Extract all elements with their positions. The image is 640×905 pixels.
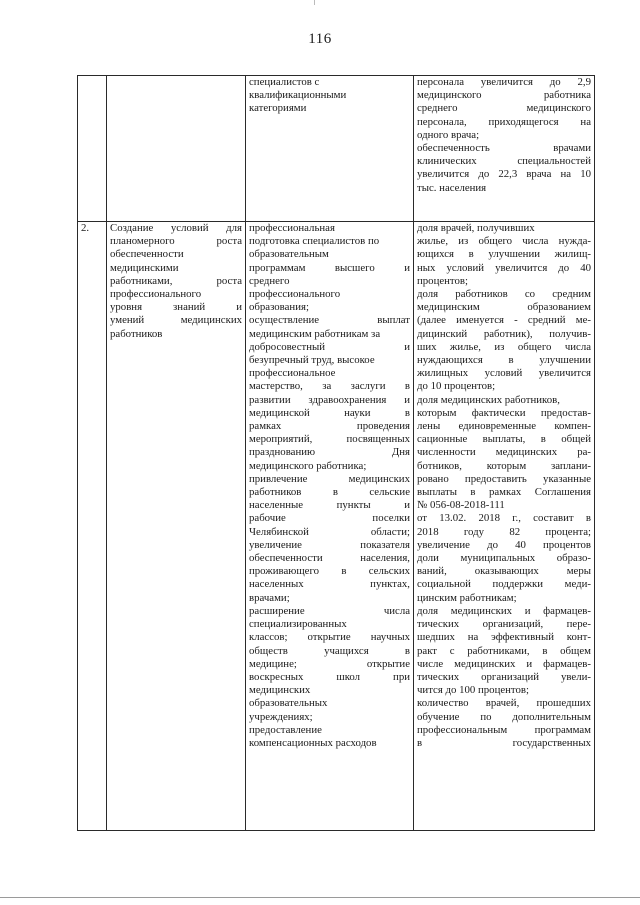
text-line: квалификационными <box>249 89 347 102</box>
page-bottom-edge <box>0 897 640 898</box>
text-line: лены единовременные компен- <box>417 420 591 433</box>
text-line: медицине; открытие <box>249 657 410 670</box>
text-line: работниками, роста <box>110 274 242 287</box>
text-line: которым фактически предостав- <box>417 406 591 419</box>
text-line: доли муниципальных образо- <box>417 552 591 565</box>
text-line: дицинский работник), получив- <box>417 327 591 340</box>
text-line: числе медицинских и фармацев- <box>417 657 591 670</box>
text-line: безупречный труд, высокое <box>249 354 375 367</box>
indicators-cell <box>414 222 595 831</box>
text-line: привлечение медицинских <box>249 472 410 485</box>
text-line: медицинских <box>249 684 311 697</box>
task-cell <box>107 76 246 222</box>
text-line: среднего медицинского <box>417 102 591 115</box>
text-line: персонала увеличится до 2,9 <box>417 76 591 88</box>
text-line: медицинского работника; <box>249 459 367 472</box>
text-line: образовательным <box>249 248 329 261</box>
text-line: профессиональная <box>249 222 335 234</box>
text-line: населенные пункты и <box>249 499 410 512</box>
text-line: доля врачей, получивших <box>417 222 535 234</box>
text-line: шедших на эффективный конт- <box>417 631 591 644</box>
text-line: медицинским работникам за <box>249 327 381 340</box>
text-line: предоставление <box>249 723 322 736</box>
text-line: профессиональное <box>249 367 336 380</box>
text-line: в государственных <box>417 736 591 749</box>
text-line: сационные выплаты, в общей <box>417 433 591 446</box>
task-cell <box>107 222 246 831</box>
text-line: тических организаций увели- <box>417 670 591 683</box>
text-line: доля работников со средним <box>417 288 591 301</box>
text-line: работников в сельские <box>249 486 410 499</box>
row-number-cell: 2. <box>78 222 107 831</box>
text-line: персонала, приходящегося на <box>417 115 591 128</box>
text-line: увеличение до 40 процентов <box>417 538 591 551</box>
text-line: учреждениях; <box>249 710 313 723</box>
text-line: медицинскими <box>110 261 179 274</box>
text-line: празднованию Дня <box>249 446 410 459</box>
text-line: увеличится до 22,3 врача на 10 <box>417 168 591 181</box>
text-line: ших жилье, из общего числа <box>417 340 591 353</box>
text-line: от 13.02. 2018 г., составит в <box>417 512 591 525</box>
text-line: осуществление выплат <box>249 314 410 327</box>
measures-cell <box>246 222 414 831</box>
text-line: тических организаций, пере- <box>417 618 591 631</box>
text-line: ботников, которым заплани- <box>417 459 591 472</box>
text-line: количество врачей, прошедших <box>417 697 591 710</box>
text-line: мероприятий, посвященных <box>249 433 410 446</box>
text-line: жилье, из общего числа нужда- <box>417 235 591 248</box>
text-line: Создание условий для <box>110 222 242 234</box>
text-line: рамках проведения <box>249 420 410 433</box>
text-line: численности медицинских ра- <box>417 446 591 459</box>
text-line: врачами; <box>249 591 290 604</box>
text-line: одного врача; <box>417 128 480 141</box>
text-line: профессиональным программам <box>417 723 591 736</box>
text-line: уровня знаний и <box>110 301 242 314</box>
text-line: Челябинской области; <box>249 525 410 538</box>
text-line: обеспеченности населения, <box>249 552 410 565</box>
text-line: медицинским образованием <box>417 301 591 314</box>
text-line: профессионального <box>249 288 341 301</box>
text-line: категориями <box>249 102 307 115</box>
text-line: программам высшего и <box>249 261 410 274</box>
text-line: жилищных условий увеличится <box>417 367 591 380</box>
text-line: ракт с работниками, в общем <box>417 644 591 657</box>
text-line: цинским работникам; <box>417 591 517 604</box>
text-line: нуждающихся в улучшении <box>417 354 591 367</box>
text-line: доля медицинских и фармацев- <box>417 604 591 617</box>
text-line: выплаты в рамках Соглашения <box>417 486 591 499</box>
text-line: чится до 100 процентов; <box>417 684 529 697</box>
program-table <box>77 75 595 831</box>
table-row <box>78 222 595 831</box>
text-line: обеспеченность врачами <box>417 142 591 155</box>
text-line: клинических специальностей <box>417 155 591 168</box>
text-line: ровано предоставить указанные <box>417 472 591 485</box>
text-line: доля медицинских работников, <box>417 393 560 406</box>
text-line: подготовка специалистов по <box>249 235 380 248</box>
text-line: увеличение показателя <box>249 538 410 551</box>
text-line: образовательных <box>249 697 328 710</box>
text-line: обеспеченности <box>110 248 184 261</box>
row-number-cell <box>78 76 107 222</box>
page-number: 116 <box>308 31 332 47</box>
text-line: воскресных школ при <box>249 670 410 683</box>
text-line: умений медицинских <box>110 314 242 327</box>
scan-mark <box>314 0 315 5</box>
text-line: населенных пунктах, <box>249 578 410 591</box>
text-line: компенсационных расходов <box>249 736 377 749</box>
text-line: образования; <box>249 301 309 314</box>
text-line: специалистов с <box>249 76 320 88</box>
indicators-cell <box>414 76 595 222</box>
text-line: № 056-08-2018-111 <box>417 499 505 512</box>
text-line: 2018 году 82 процента; <box>417 525 591 538</box>
text-line: ваний, оказывающих меры <box>417 565 591 578</box>
measures-cell <box>246 76 414 222</box>
text-line: ющихся в улучшении жилищ- <box>417 248 591 261</box>
text-line: мастерство, за заслуги в <box>249 380 410 393</box>
text-line: классов; открытие научных <box>249 631 410 644</box>
table-row <box>78 76 595 222</box>
text-line: процентов; <box>417 274 468 287</box>
text-line: медицинского работника <box>417 89 591 102</box>
text-line: добросовестный и <box>249 340 410 353</box>
text-line: работников <box>110 327 163 340</box>
text-line: (далее именуется - средний ме- <box>417 314 591 327</box>
text-line: медицинской науки в <box>249 406 410 419</box>
text-line: обществ учащихся в <box>249 644 410 657</box>
text-line: обучение по дополнительным <box>417 710 591 723</box>
text-line: тыс. населения <box>417 181 487 194</box>
text-line: профессионального <box>110 288 202 301</box>
text-line: проживающего в сельских <box>249 565 410 578</box>
text-line: до 10 процентов; <box>417 380 496 393</box>
text-line: рабочие поселки <box>249 512 410 525</box>
text-line: специализированных <box>249 618 347 631</box>
text-line: расширение числа <box>249 604 410 617</box>
text-line: социальной поддержки меди- <box>417 578 591 591</box>
text-line: развитии здравоохранения и <box>249 393 410 406</box>
text-line: ных условий увеличится до 40 <box>417 261 591 274</box>
text-line: планомерного роста <box>110 235 242 248</box>
text-line: среднего <box>249 274 290 287</box>
